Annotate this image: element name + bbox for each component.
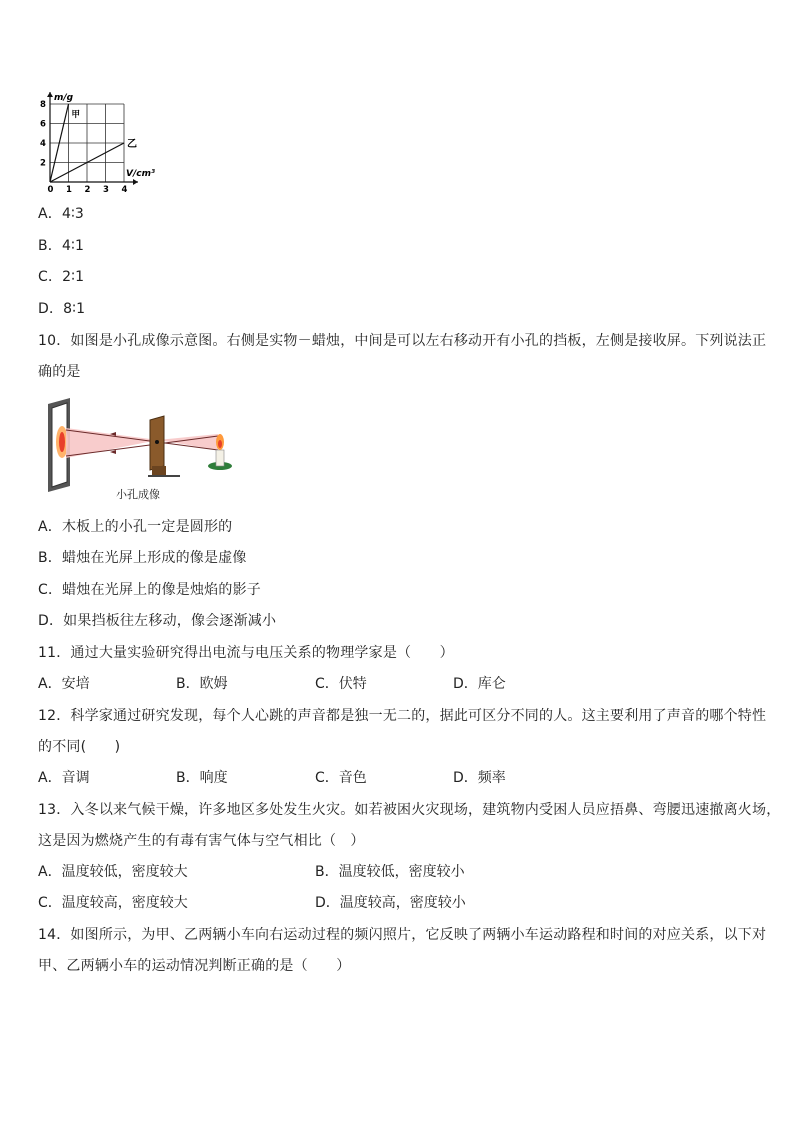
q10-option-b: B．蜡烛在光屏上形成的像是虚像 [38, 550, 247, 566]
x-tick-label: 4 [121, 185, 128, 195]
q12-stem-line2: 的不同( ) [38, 739, 121, 755]
q12-stem-line1: 12．科学家通过研究发现，每个人心跳的声音都是独一无二的，据此可区分不同的人。这主要利用了声音的哪个特性 [38, 708, 767, 724]
q10-option-c: C．蜡烛在光屏上的像是烛焰的影子 [38, 582, 261, 598]
q9-option-c: C．2∶1 [38, 269, 85, 285]
q9-option-b: B．4∶1 [38, 238, 85, 254]
q11-option-d: D．库仑 [453, 676, 506, 692]
q12-option-d: D．频率 [453, 770, 506, 786]
q12-option-a: A．音调 [38, 770, 90, 786]
x-tick-label: 3 [103, 185, 109, 195]
q13-option-c: C．温度较高，密度较大 [38, 895, 188, 911]
q11-stem: 11．通过大量实验研究得出电流与电压关系的物理学家是（ ） [38, 645, 454, 661]
candle [216, 450, 224, 466]
y-axis-label: m/g [54, 93, 74, 103]
q13-stem-line1: 13．入冬以来气候干燥，许多地区多处发生火灾。如若被困火灾现场，建筑物内受困人员应捂鼻、弯腰迅速撤离火场， [38, 802, 781, 818]
q9-option-d: D．8∶1 [38, 301, 86, 317]
q13-option-b: B．温度较低，密度较小 [315, 864, 465, 880]
x-tick-label: 1 [66, 185, 72, 195]
q11-option-b: B．欧姆 [176, 676, 228, 692]
series-label-yi: 乙 [127, 139, 137, 150]
light-cone-right [158, 434, 218, 450]
series-label-jia: 甲 [71, 109, 81, 120]
mass-volume-chart [36, 84, 166, 196]
light-cone-left [66, 428, 158, 458]
y-tick-label: 6 [40, 119, 46, 130]
q11-option-c: C．伏特 [315, 676, 367, 692]
x-tick-label: 0 [47, 185, 54, 195]
y-axis-arrow [47, 92, 53, 97]
inverted-flame-core [59, 432, 65, 452]
x-axis-arrow [133, 179, 138, 185]
q14-stem-line1: 14．如图所示，为甲、乙两辆小车向右运动过程的频闪照片，它反映了两辆小车运动路程和时间的对应关系，以下对 [38, 927, 767, 943]
q13-option-a: A．温度较低，密度较大 [38, 864, 188, 880]
pinhole-imaging-svg [40, 394, 250, 506]
x-tick-label: 2 [84, 185, 91, 195]
q10-option-a: A．木板上的小孔一定是圆形的 [38, 519, 233, 535]
q10-option-d: D．如果挡板往左移动，像会逐渐减小 [38, 613, 277, 629]
candle-flame-core [218, 440, 222, 448]
x-axis-label: V/cm³ [126, 169, 155, 179]
q13-option-d: D．温度较高，密度较小 [315, 895, 466, 911]
q12-option-b: B．响度 [176, 770, 228, 786]
pinhole-imaging-figure [40, 394, 250, 506]
pinhole [155, 440, 159, 444]
y-tick-label: 2 [40, 158, 46, 169]
q12-option-c: C．音色 [315, 770, 367, 786]
q10-stem-line2: 确的是 [38, 364, 81, 380]
figure-caption: 小孔成像 [116, 488, 160, 501]
q9-option-a: A．4∶3 [38, 206, 85, 222]
ray-arrow-lower [110, 450, 116, 454]
q11-option-a: A．安培 [38, 676, 90, 692]
board-stand [152, 466, 166, 476]
y-tick-label: 8 [40, 100, 46, 110]
q13-stem-line2: 这是因为燃烧产生的有毒有害气体与空气相比（ ） [38, 833, 365, 849]
mass-volume-chart-svg [36, 84, 166, 196]
q14-stem-line2: 甲、乙两辆小车的运动情况判断正确的是（ ） [38, 958, 351, 974]
q10-stem-line1: 10．如图是小孔成像示意图。右侧是实物－蜡烛，中间是可以左右移动开有小孔的挡板，左侧是接收屏。下列说法正 [38, 333, 767, 349]
y-tick-label: 4 [40, 139, 46, 149]
